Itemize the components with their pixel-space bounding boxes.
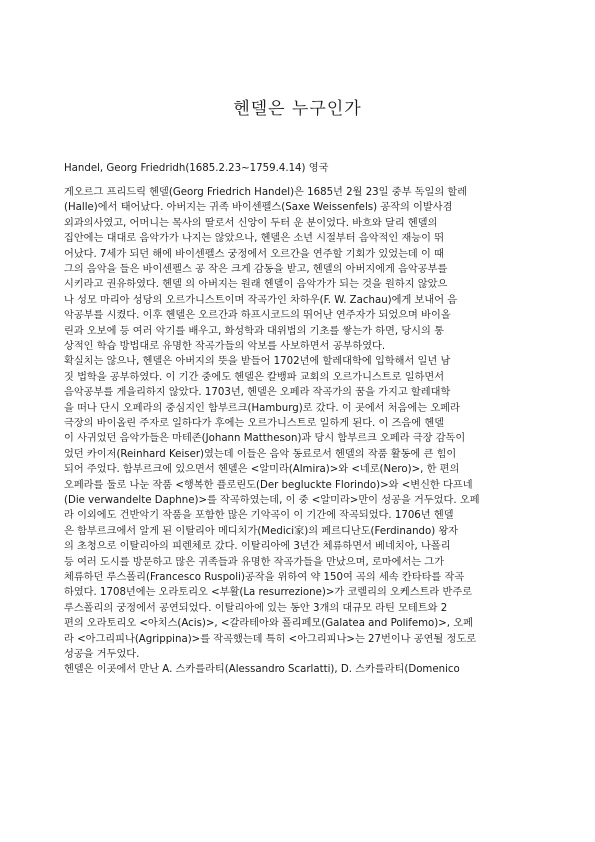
text-line: 되어 주었다. 함부르크에 있으면서 헨델은 <알미라(Almira)>와 <네로(Nero)>, 한 편의 xyxy=(64,464,460,476)
subtitle: Handel, Georg Friedridh(1685.2.23~1759.4.14) 영국 xyxy=(64,163,329,174)
text-line: 극장의 바이올린 주자로 일하다가 후에는 오르가니스트로 일하게 된다. 이 즈음에 헨델 xyxy=(64,418,445,429)
text-line: 이 사귀었던 음악가들은 마테존(Johann Mattheson)과 당시 함부르크 오페라 극장 감독이 xyxy=(64,433,466,445)
text-line: 루스폴리의 궁정에서 공연되었다. 이탈리아에 있는 동안 3개의 대규모 라틴 모테트와 2 xyxy=(64,602,448,614)
text-line: 은 함부르크에서 알게 된 이탈리아 메디치가(Medici家)의 페르디난도(Ferdinando) 왕자 xyxy=(64,525,459,537)
text-line: 악공부를 시켰다. 이후 헨델은 오르간과 하프시코드의 뛰어난 연주자가 되었으며 바이올 xyxy=(64,310,451,322)
text-line: 등 여러 도시를 방문하고 많은 귀족들과 유명한 작곡가들을 만났으며, 로마에서는 그가 xyxy=(64,556,445,568)
text-line: 상적인 학습 방법대로 유명한 작곡가들의 악보를 사보하면서 공부하였다. xyxy=(64,341,386,352)
text-line: 나 성모 마리아 성당의 오르가니스트이며 작곡가인 차하우(F. W. Zachau)에게 보내어 음 xyxy=(64,294,458,306)
text-line: 게오르그 프리드릭 헨델(Georg Friedrich Handel)은 1685년 2월 23일 중부 독일의 할레 xyxy=(64,187,468,198)
text-line: 성공을 거두었다. xyxy=(64,649,140,660)
text-line: 외과의사였고, 어머니는 목사의 딸로서 신앙이 두터 운 분이었다. 바흐와 달리 헨델의 xyxy=(64,217,438,229)
text-line: 확실치는 않으나, 헨델은 아버지의 뜻을 받들어 1702년에 할레대학에 입학해서 일년 남 xyxy=(64,356,451,368)
text-line: 시키라고 권유하였다. 헨델 의 아버지는 원래 헨델이 음악가가 되는 것을 원하지 않았으 xyxy=(64,279,448,291)
page-title: 헨델은 누구인가 xyxy=(233,99,362,119)
text-line: 헨델은 이곳에서 만난 A. 스카를라티(Alessandro Scarlatti), D. 스카를라티(Domenico xyxy=(64,664,460,676)
text-line: 어났다. 7세가 되던 해에 바이센펠스 궁정에서 오르간을 연주할 기회가 있었는데 이 때 xyxy=(64,248,444,260)
text-line: 집안에는 대대로 음악가가 나지는 않았으나, 헨델은 소년 시절부터 음악적인 재능이 뛰 xyxy=(64,233,445,245)
text-line: 음악공부를 게을리하지 않았다. 1703년, 헨델은 오페라 작곡가의 꿈을 가지고 할레대학 xyxy=(64,387,451,399)
text-line: 그의 음악을 들은 바이센펠스 공 작은 크게 감동을 받고, 헨델의 아버지에게 음악공부를 xyxy=(64,264,448,275)
text-line: (Halle)에서 태어났다. 아버지는 귀족 바이센펠스(Saxe Weissenfels) 공작의 이발사겸 xyxy=(64,202,453,214)
text-line: 편의 오라토리오 <아치스(Acis)>, <갈라테아와 폴리페모(Galatea and Polifemo)>, 오페 xyxy=(64,618,473,630)
text-line: 을 떠나 단시 오페라의 중심지인 함부르크(Hamburg)로 갔다. 이 곳에서 처음에는 오페라 xyxy=(64,402,460,414)
text-line: 었던 카이저(Reinhard Keiser)였는데 이들은 음악 동료로서 헨델의 작품 활동에 큰 힘이 xyxy=(64,448,457,460)
text-line: 오페라를 둘로 나눈 작품 <행복한 플로린도(Der begluckte Florindo)>와 <변신한 다프네 xyxy=(64,479,473,491)
text-line: 체류하던 루스폴리(Francesco Ruspoli)공작을 위하여 약 150여 곡의 세속 칸타타를 작곡 xyxy=(64,572,465,583)
text-line: 하였다. 1708년에는 오라토리오 <부활(La resurrezione)>가 코렐리의 오케스트라 반주로 xyxy=(64,587,473,599)
text-line: (Die verwandelte Daphne)>를 작곡하였는데, 이 중 <알미라>만이 성공을 거두었다. 오페 xyxy=(64,495,480,506)
text-line: 린과 오보에 등 여러 악기를 배우고, 화성학과 대위법의 기초를 쌓는가 하면, 당시의 통 xyxy=(64,325,444,337)
text-line: 라 이외에도 건반악기 작품을 포함한 많은 기악곡이 이 기간에 작곡되었다. 1706년 헨델 xyxy=(64,510,454,522)
text-line: 의 초청으로 이탈리아의 피렌체로 갔다. 이탈리아에 3년간 체류하면서 베네치아, 나폴리 xyxy=(64,541,451,553)
text-line: 짓 법학을 공부하였다. 이 기간 중에도 헨델은 칼뱅파 교회의 오르가니스트로 일하면서 xyxy=(64,371,445,383)
text-line: 라 <아그리피나(Agrippina)>를 작곡했는데 특히 <아그리피나>는 27번이나 공연될 정도로 xyxy=(64,633,477,645)
